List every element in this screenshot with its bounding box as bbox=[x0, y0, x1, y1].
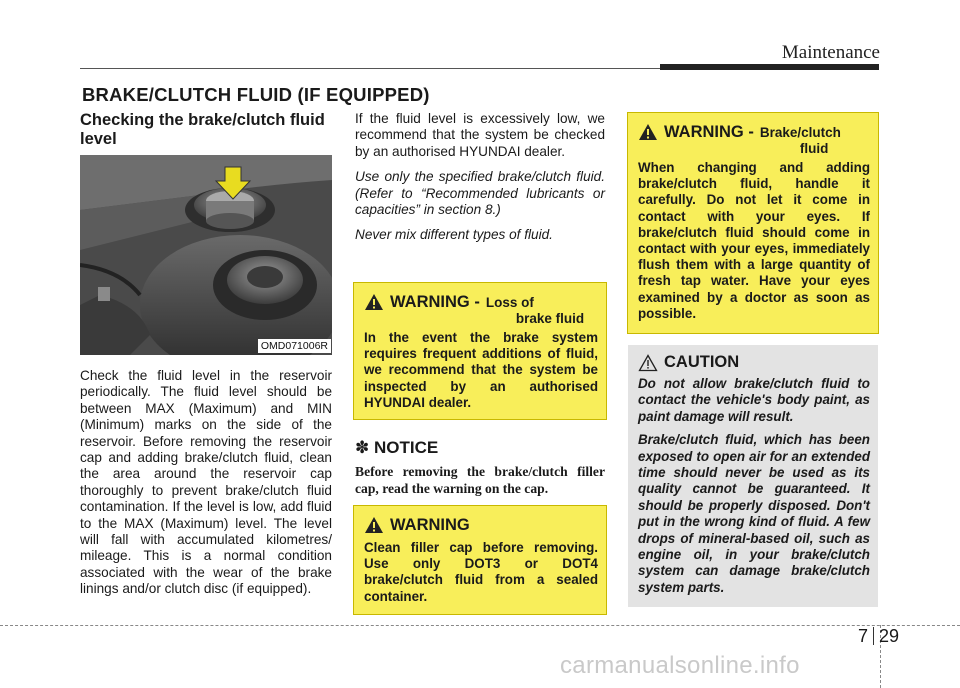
notice-title bbox=[355, 438, 438, 458]
caution-title: CAUTION bbox=[664, 353, 740, 371]
instructions-text: Check the fluid level in the reservoir periodically. The fluid level should be between MAX (Maximum) and MIN (Minimum) marks on the side of the reservoir. Before removing the reservoir cap and adding brake/clutch fluid, clean the area around the reservoir cap thoroughly to prevent brake/clutch fluid contamination. If the level is low, add fluid to the MAX (Maximum) level. The level will fall with accumulated kilometres/ mileage. This is a normal condition associated with the wear of the brake linings and/or clutch disc (if equipped). bbox=[80, 368, 332, 597]
image-code: OMD071006R bbox=[258, 339, 331, 353]
warning-filler-label: WARNING bbox=[390, 516, 470, 534]
page-number-value: 29 bbox=[879, 626, 900, 646]
caution-header bbox=[638, 353, 870, 372]
warning-loss-box bbox=[353, 282, 607, 420]
warning-triangle-icon bbox=[364, 293, 384, 311]
caution-triangle-icon bbox=[638, 354, 658, 372]
warning-filler-box bbox=[353, 505, 607, 615]
watermark: carmanualsonline.info bbox=[560, 652, 800, 679]
warning-fluid-header bbox=[638, 123, 870, 157]
fluid-spec-paragraph: Use only the specified brake/clutch fluid. (Refer to “Recommended lubricants or capacities” in section 8.) bbox=[355, 169, 605, 218]
warning-fluid-box bbox=[627, 112, 879, 334]
warning-triangle-icon bbox=[364, 516, 384, 534]
notice-text: Before removing the brake/clutch filler cap, read the warning on the cap. bbox=[355, 464, 605, 496]
warning-loss-text: In the event the brake system requires frequent additions of fluid, we recommend that the system be inspected by an authorised HYUNDAI dealer. bbox=[364, 330, 598, 410]
page-number bbox=[858, 626, 899, 647]
header-rule bbox=[80, 68, 660, 69]
warning-fluid-label: WARNING - bbox=[664, 123, 754, 141]
warning-triangle-icon bbox=[638, 123, 658, 141]
caution-paragraph-2: Brake/clutch fluid, which has been exposed to open air for an extended time should never be used as its quality cannot be guaranteed. It should be properly disposed. Don't put in the wrong kind of fluid. A few drops of mineral-based oil, such as engine oil, in your brake/clutch system can damage brake/clutch system parts. bbox=[638, 432, 870, 595]
caution-text bbox=[638, 376, 870, 596]
notice-icon: ✽ bbox=[355, 438, 370, 457]
warning-filler-text: Clean filler cap before removing. Use only DOT3 or DOT4 brake/clutch fluid from a sealed container. bbox=[364, 540, 598, 604]
warning-loss-subtitle-line2: brake fluid bbox=[515, 311, 585, 326]
col2-text bbox=[355, 111, 605, 253]
warning-fluid-text: When changing and adding brake/clutch fluid, handle it carefully. Do not let it come in contact with your eyes. If brake/clutch fluid should come in contact with your eyes, immediately flush them with a large quantity of fresh tap water. Have your eyes examined by a doctor as soon as possible. bbox=[638, 160, 870, 321]
warning-loss-label: WARNING - bbox=[390, 293, 480, 311]
subheading: Checking the brake/clutch fluid level bbox=[80, 111, 325, 148]
header-bar bbox=[660, 64, 879, 70]
reservoir-illustration bbox=[80, 155, 332, 355]
page-title: BRAKE/CLUTCH FLUID (IF EQUIPPED) bbox=[82, 84, 430, 105]
caution-box bbox=[628, 345, 878, 607]
chapter-number: 7 bbox=[858, 626, 869, 646]
dealer-paragraph: If the fluid level is excessively low, we recommend that the system be checked by an authorised HYUNDAI dealer. bbox=[355, 111, 605, 159]
caution-paragraph-1: Do not allow brake/clutch fluid to contact the vehicle's body paint, as paint damage will result. bbox=[638, 376, 870, 424]
footer-rule bbox=[0, 625, 960, 626]
warning-fluid-subtitle-line2: fluid bbox=[799, 141, 829, 156]
warning-loss-subtitle bbox=[486, 295, 584, 327]
warning-fluid-subtitle bbox=[760, 125, 841, 157]
engine-bay-photo bbox=[80, 155, 332, 355]
notice-label: NOTICE bbox=[373, 438, 439, 457]
section-header: Maintenance bbox=[781, 42, 880, 63]
page-number-separator bbox=[873, 627, 874, 645]
warning-fluid-subtitle-line1: Brake/clutch bbox=[759, 125, 841, 140]
warning-loss-header bbox=[364, 293, 598, 327]
no-mix-paragraph: Never mix different types of fluid. bbox=[355, 227, 553, 243]
warning-filler-header bbox=[364, 516, 598, 535]
warning-loss-subtitle-line1: Loss of bbox=[485, 295, 534, 310]
